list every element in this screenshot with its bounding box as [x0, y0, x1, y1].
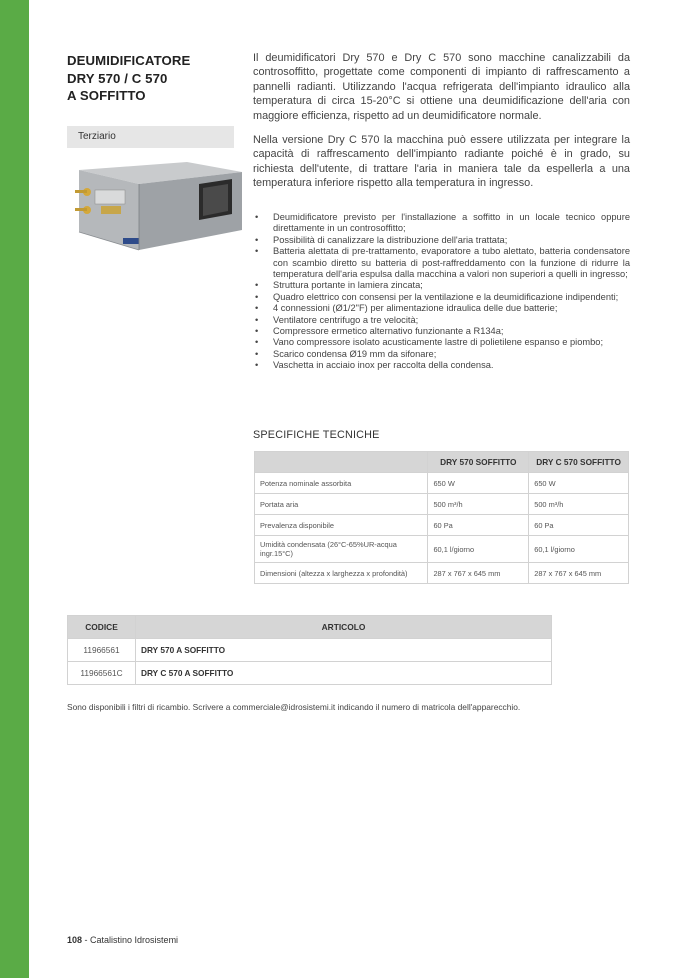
- feature-item: • Scarico condensa Ø19 mm da sifonare;: [253, 349, 630, 360]
- spec-value: 650 W: [428, 473, 529, 494]
- spec-label: Portata aria: [255, 494, 428, 515]
- spec-value: 60,1 l/giorno: [428, 536, 529, 563]
- feature-list: [253, 212, 630, 372]
- code-header: CODICE: [68, 616, 136, 639]
- spec-row: [255, 563, 629, 584]
- spec-value: 60 Pa: [529, 515, 629, 536]
- article-code: 11966561: [68, 639, 136, 662]
- spec-value: 287 x 767 x 645 mm: [529, 563, 629, 584]
- spec-row: [255, 494, 629, 515]
- feature-item: • Deumidificatore previsto per l'installazione a soffitto in un locale tecnico oppure direttamente in un controsoffitto;: [253, 212, 630, 235]
- side-accent-bar: [0, 0, 29, 978]
- catalog-name: - Catalistino Idrosistemi: [82, 935, 179, 945]
- product-image: [67, 162, 242, 262]
- title-line-3: A SOFFITTO: [67, 88, 146, 103]
- spec-label: Dimensioni (altezza x larghezza x profondità): [255, 563, 428, 584]
- spec-header-dryc570: DRY C 570 SOFFITTO: [529, 452, 629, 473]
- spec-value: 60 Pa: [428, 515, 529, 536]
- spec-label: Umidità condensata (26°C-65%UR-acqua ingr.15°C): [255, 536, 428, 563]
- article-header: ARTICOLO: [136, 616, 552, 639]
- article-name: DRY C 570 A SOFFITTO: [136, 662, 552, 685]
- feature-item: • Batteria alettata di pre-trattamento, evaporatore a tubo alettato, batteria condensatore con scambio diretto su batteria di post-raffreddamento con la funzione di ridurre la temperatura dell'aria espulsa dalla macchina a valori non superiori a quelli in ingresso;: [253, 246, 630, 280]
- feature-item: • 4 connessioni (Ø1/2"F) per alimentazione idraulica delle due batterie;: [253, 303, 630, 314]
- page-number: 108: [67, 935, 83, 945]
- intro-paragraph: Nella versione Dry C 570 la macchina può essere utilizzata per integrare la capacità di raffrescamento dell'impianto radiante poiché è in grado, su richiesta dell'utente, di trattare l'aria in maniera tale da espellerla a una temperatura inferiore rispetto alla temperatura in ingresso.: [253, 134, 630, 190]
- feature-item: • Possibilità di canalizzare la distribuzione dell'aria trattata;: [253, 235, 630, 246]
- article-name: DRY 570 A SOFFITTO: [136, 639, 552, 662]
- spec-row: [255, 473, 629, 494]
- spec-header-blank: [255, 452, 428, 473]
- spec-row: [255, 536, 629, 563]
- feature-item: • Compressore ermetico alternativo funzionante a R134a;: [253, 326, 630, 337]
- article-code-table: [67, 615, 552, 685]
- product-title: [67, 52, 242, 105]
- spec-label: Prevalenza disponibile: [255, 515, 428, 536]
- intro-paragraph: Il deumidificatori Dry 570 e Dry C 570 sono macchine canalizzabili da controsoffitto, progettate come componenti di impianto di raffrescamento a pannelli radianti. Utilizzando l'acqua refrigerata dell'impianto idraulico alla temperatura di circa 15-20°C si ottiene una deumidificazione dell'aria con maggiore efficienza, rispetto ad un deumidificatore normale.: [253, 52, 630, 122]
- spec-header-row: [255, 452, 629, 473]
- spec-table: [254, 451, 629, 584]
- spare-filter-note: Sono disponibili i filtri di ricambio. Scrivere a commerciale@idrosistemi.it indicando il numero di matricola dell'apparecchio.: [67, 702, 521, 712]
- spec-label: Potenza nominale assorbita: [255, 473, 428, 494]
- code-header-row: [68, 616, 552, 639]
- spec-header-dry570: DRY 570 SOFFITTO: [428, 452, 529, 473]
- spec-value: 500 m³/h: [428, 494, 529, 515]
- feature-item: • Quadro elettrico con consensi per la ventilazione e la deumidificazione indipendenti;: [253, 292, 630, 303]
- code-row: [68, 662, 552, 685]
- title-line-1: DEUMIDIFICATORE: [67, 53, 191, 68]
- category-label: Terziario: [67, 126, 234, 148]
- spec-value: 287 x 767 x 645 mm: [428, 563, 529, 584]
- feature-item: • Vaschetta in acciaio inox per raccolta della condensa.: [253, 360, 630, 371]
- code-row: [68, 639, 552, 662]
- article-code: 11966561C: [68, 662, 136, 685]
- feature-item: • Vano compressore isolato acusticamente lastre di polietilene espanso e piombo;: [253, 337, 630, 348]
- page-footer: [67, 935, 178, 945]
- feature-item: • Ventilatore centrifugo a tre velocità;: [253, 315, 630, 326]
- spec-value: 60,1 l/giorno: [529, 536, 629, 563]
- spec-row: [255, 515, 629, 536]
- intro-text: [253, 51, 630, 201]
- title-line-2: DRY 570 / C 570: [67, 70, 168, 86]
- spec-heading: SPECIFICHE TECNICHE: [253, 429, 380, 441]
- spec-value: 500 m³/h: [529, 494, 629, 515]
- feature-item: • Struttura portante in lamiera zincata;: [253, 280, 630, 291]
- spec-value: 650 W: [529, 473, 629, 494]
